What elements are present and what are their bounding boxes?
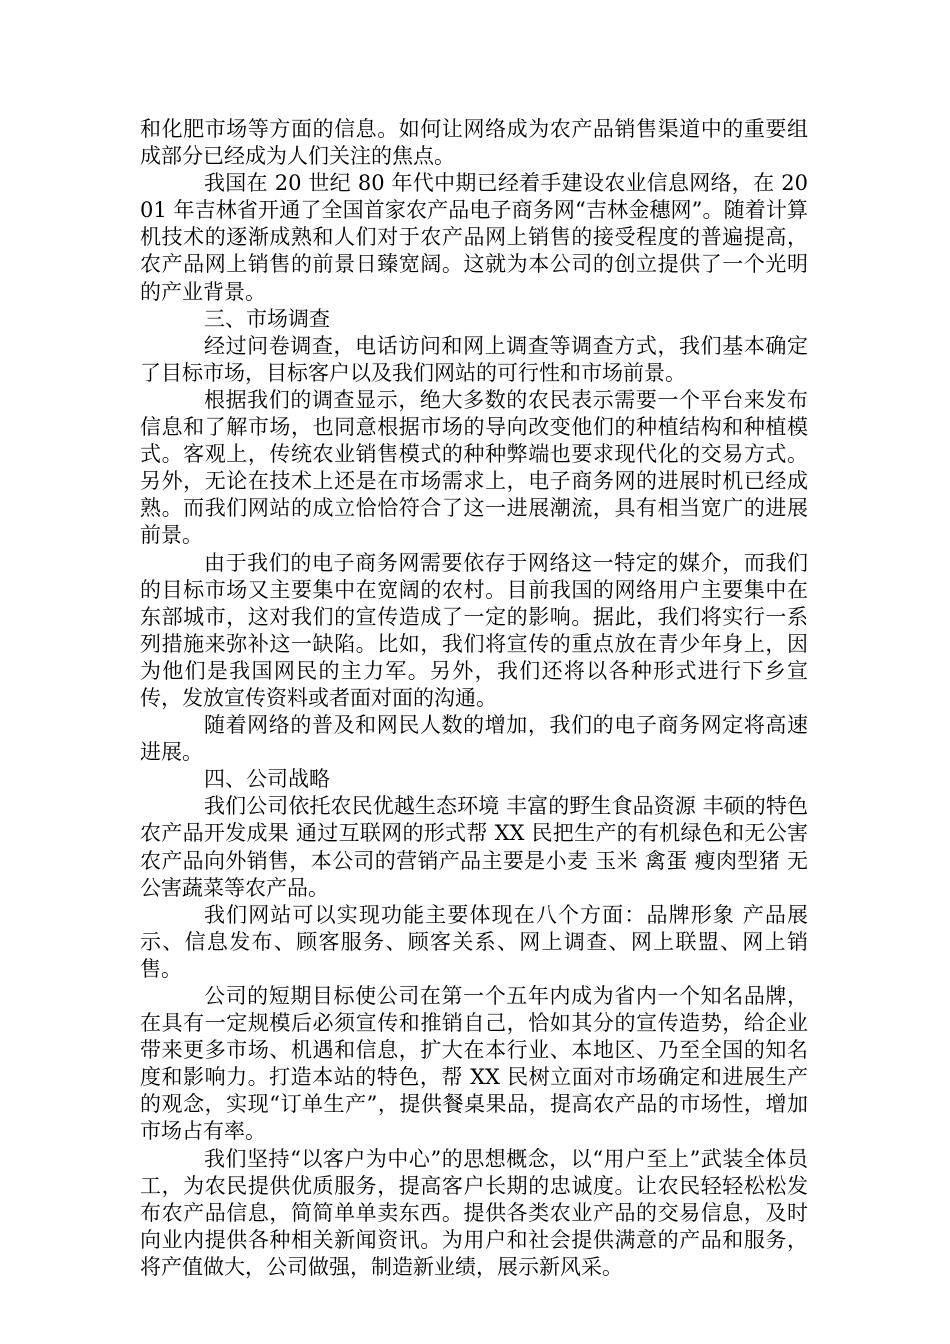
paragraph-2: 我国在 20 世纪 80 年代中期已经着手建设农业信息网络，在 2001 年吉林省开通了全国首家农产品电子商务网“吉林金穗网”。随着计算机技术的逐渐成熟和人们对于农产品网上销售的接受程度的普遍提高，农产品网上销售的前景日臻宽阔。这就为本公司的创立提供了一个光明的产业背景。 — [140, 171, 808, 304]
paragraph-7: 我们公司依托农民优越生态环境 丰富的野生食品资源 丰硕的特色农产品开发成果 通过互联网的形式帮 XX 民把生产的有机绿色和无公害农产品向外销售，本公司的营销产品主要是小麦 玉米 禽蛋 瘦肉型猪 无公害蔬菜等农产品。 — [140, 794, 808, 900]
paragraph-8: 我们网站可以实现功能主要体现在八个方面：品牌形象 产品展示、信息发布、顾客服务、顾客关系、网上调查、网上联盟、网上销售。 — [140, 902, 808, 981]
paragraph-4: 根据我们的调查显示，绝大多数的农民表示需要一个平台来发布信息和了解市场，也同意根据市场的导向改变他们的种植结构和种植模式。客观上，传统农业销售模式的种种弊端也要求现代化的交易方式。另外，无论在技术上还是在市场需求上，电子商务网的进展时机已经成熟。而我们网站的成立恰恰符合了这一进展潮流，具有相当宽广的进展前景。 — [140, 387, 808, 548]
paragraph-3: 经过问卷调查，电话访问和网上调查等调查方式，我们基本确定了目标市场，目标客户以及我们网站的可行性和市场前景。 — [140, 333, 808, 385]
paragraph-5: 由于我们的电子商务网需要依存于网络这一特定的媒介，而我们的目标市场又主要集中在宽阔的农村。目前我国的网络用户主要集中在东部城市，这对我们的宣传造成了一定的影响。据此，我们将实行一系列措施来弥补这一缺陷。比如，我们将宣传的重点放在青少年身上，因为他们是我国网民的主力军。另外，我们还将以各种形式进行下乡宣传，发放宣传资料或者面对面的沟通。 — [140, 550, 808, 710]
document-page — [140, 116, 808, 1281]
section-heading-market-survey: 三、市场调查 — [204, 306, 330, 331]
paragraph-9: 公司的短期目标使公司在第一个五年内成为省内一个知名品牌，在具有一定规模后必须宣传和推销自己，恰如其分的宣传造势，给企业带来更多市场、机遇和信息，扩大在本行业、本地区、乃至全国的知名度和影响力。打造本站的特色，帮 XX 民树立面对市场确定和进展生产的观念，实现“订单生产”，提供餐桌果品，提高农产品的市场性，增加市场占有率。 — [140, 984, 808, 1144]
section-heading-company-strategy: 四、公司战略 — [204, 767, 330, 792]
paragraph-10: 我们坚持“以客户为中心”的思想概念，以“用户至上”武装全体员工，为农民提供优质服务，提高客户长期的忠诚度。让农民轻轻松松发布农产品信息，简简单单卖东西。提供各类农业产品的交易信息，及时向业内提供各种相关新闻资讯。为用户和社会提供满意的产品和服务，将产值做大，公司做强，制造新业绩，展示新风采。 — [140, 1146, 808, 1279]
paragraph-1: 和化肥市场等方面的信息。如何让网络成为农产品销售渠道中的重要组成部分已经成为人们关注的焦点。 — [140, 117, 808, 169]
paragraph-6: 随着网络的普及和网民人数的增加，我们的电子商务网定将高速进展。 — [140, 713, 808, 765]
